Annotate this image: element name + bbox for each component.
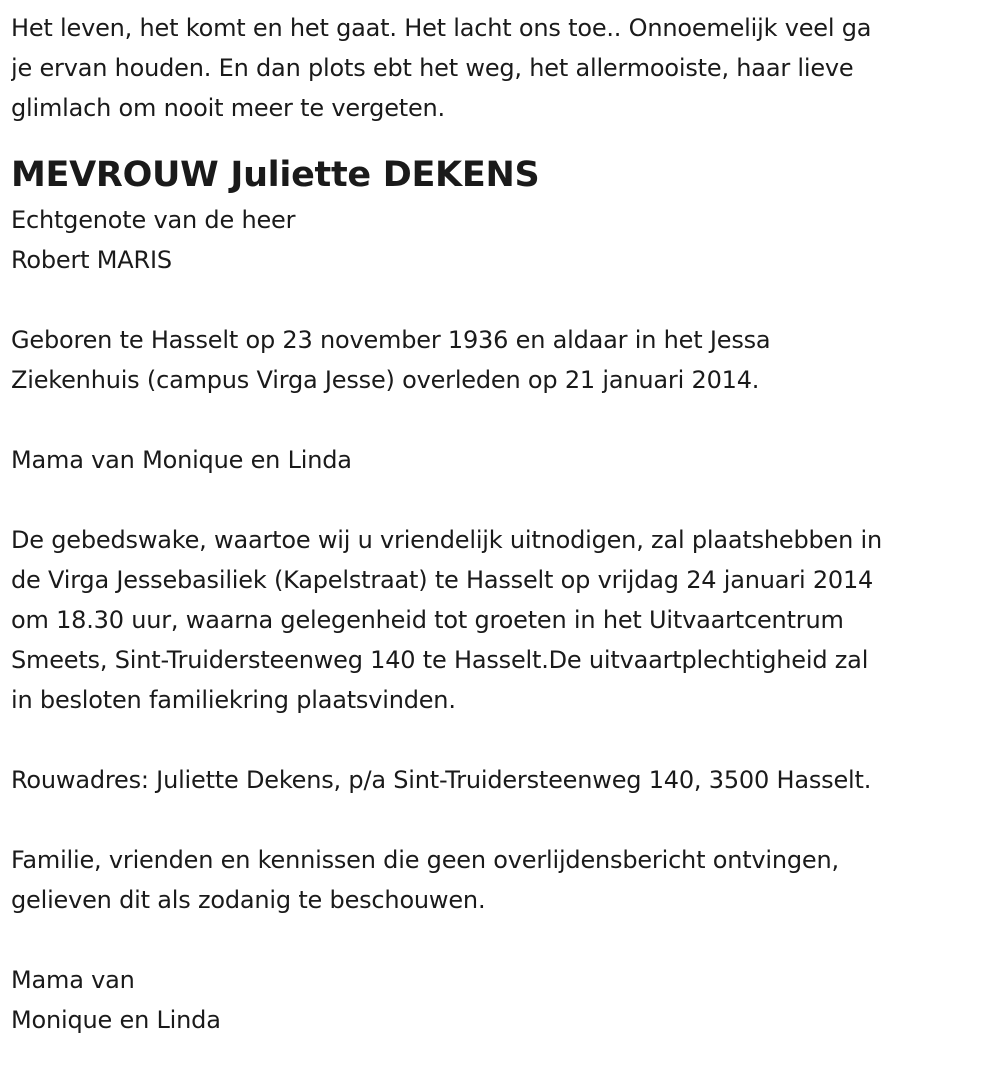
wake-line: de Virga Jessebasiliek (Kapelstraat) te Hasselt op vrijdag 24 januari 2014 [11,566,874,594]
closing-paragraph [11,960,991,1040]
intro-line: glimlach om nooit meer te vergeten. [11,94,445,122]
spouse-paragraph [11,200,991,280]
paragraph-spacer [11,920,991,960]
birth-death-line: Ziekenhuis (campus Virga Jesse) overleden op 21 januari 2014. [11,366,760,394]
closing-line: Mama van [11,966,135,994]
obituary-document [11,8,991,1040]
notice-line: Familie, vrienden en kennissen die geen overlijdensbericht ontvingen, [11,846,839,874]
notice-line: gelieven dit als zodanig te beschouwen. [11,886,486,914]
wake-line: om 18.30 uur, waarna gelegenheid tot groeten in het Uitvaartcentrum [11,606,844,634]
intro-line: je ervan houden. En dan plots ebt het weg, het allermooiste, haar lieve [11,54,854,82]
intro-line: Het leven, het komt en het gaat. Het lacht ons toe.. Onnoemelijk veel ga [11,14,872,42]
wake-paragraph [11,520,991,720]
notice-paragraph [11,840,991,920]
paragraph-spacer [11,400,991,440]
paragraph-spacer [11,280,991,320]
wake-line: in besloten familiekring plaatsvinden. [11,686,456,714]
spouse-line: Echtgenote van de heer [11,206,296,234]
intro-paragraph [11,8,991,128]
closing-line: Monique en Linda [11,1006,221,1034]
paragraph-spacer [11,480,991,520]
address-paragraph [11,760,991,800]
deceased-name-heading: MEVROUW Juliette DEKENS [11,155,540,195]
children-line: Mama van Monique en Linda [11,446,352,474]
wake-line: Smeets, Sint-Truidersteenweg 140 te Hasselt.De uitvaartplechtigheid zal [11,646,869,674]
wake-line: De gebedswake, waartoe wij u vriendelijk uitnodigen, zal plaatshebben in [11,526,883,554]
spouse-name: Robert MARIS [11,246,172,274]
paragraph-spacer [11,800,991,840]
paragraph-spacer [11,720,991,760]
birth-death-line: Geboren te Hasselt op 23 november 1936 en aldaar in het Jessa [11,326,771,354]
birth-death-paragraph [11,320,991,400]
mourning-address-line: Rouwadres: Juliette Dekens, p/a Sint-Truidersteenweg 140, 3500 Hasselt. [11,766,872,794]
